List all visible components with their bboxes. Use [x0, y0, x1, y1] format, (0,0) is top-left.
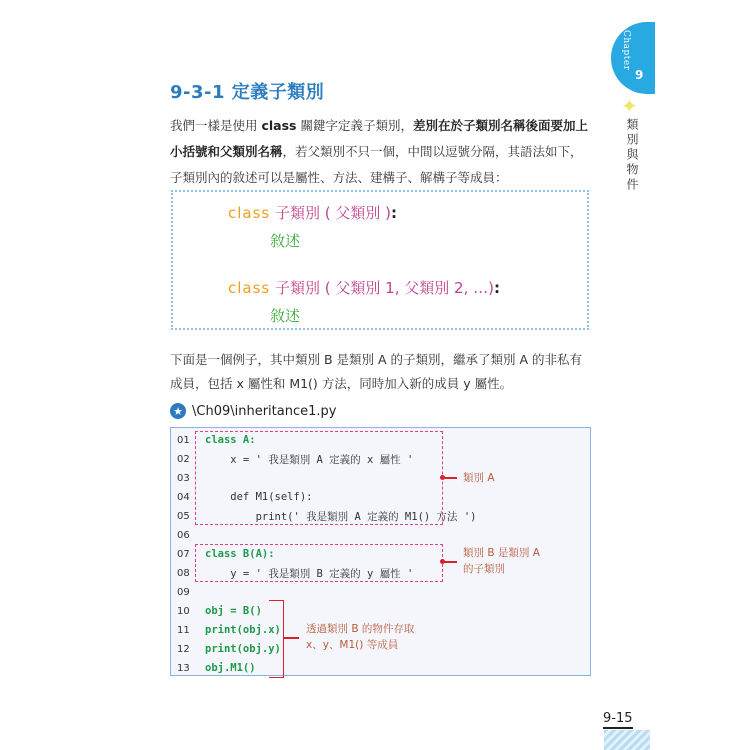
line-number: 11 [177, 624, 190, 636]
code-text: class B(A): [205, 548, 275, 560]
intro-emphasis: 小括號和父類別名稱 [170, 144, 283, 159]
code-text: obj = B() [205, 605, 262, 617]
code-text: print(' 我是類別 A 定義的 M1() 方法 ') [205, 510, 477, 523]
syntax-class-decl: 子類別 ( 父類別 ) [270, 204, 392, 222]
sparkle-icon: ✦ [621, 94, 638, 118]
intro-line-2 [170, 139, 583, 165]
file-path: \Ch09\inheritance1.py [192, 403, 337, 419]
annotation-class-b [463, 545, 540, 577]
keyword-class: class [261, 118, 297, 133]
chapter-title: 類別與物件 [625, 118, 639, 193]
line-number: 10 [177, 605, 190, 617]
annotation-line [443, 477, 457, 479]
syntax-keyword: class [228, 204, 271, 222]
code-text: print(obj.x) [205, 624, 281, 636]
annotation-line [443, 561, 457, 563]
access-bracket [269, 600, 284, 678]
code-line [177, 526, 205, 544]
line-number: 02 [177, 453, 190, 465]
annotation-line [283, 637, 299, 639]
section-title: 9-3-1 定義子類別 [170, 82, 325, 103]
line-number: 06 [177, 529, 190, 541]
line-number: 03 [177, 472, 190, 484]
syntax-keyword: class [228, 279, 271, 297]
syntax-colon: : [391, 204, 398, 222]
code-text: x = ' 我是類別 A 定義的 x 屬性 ' [205, 453, 414, 466]
code-text: def M1(self): [205, 491, 313, 503]
intro-emphasis: 差別在於子類別名稱後面要加上 [412, 118, 588, 133]
syntax-box [171, 190, 589, 330]
code-line [177, 621, 281, 639]
intro-line-3: 子類別內的敘述可以是屬性、方法、建構子、解構子等成員： [170, 170, 508, 185]
class-a-highlight [195, 431, 443, 525]
code-line [177, 602, 262, 620]
chapter-tab [611, 22, 655, 94]
class-b-highlight [195, 544, 443, 582]
decorative-stripes [604, 730, 650, 750]
annotation-text: 類別 B 是類別 A [463, 547, 540, 559]
annotation-text: 的子類別 [463, 563, 505, 575]
line-number: 13 [177, 662, 190, 674]
annotation-access [306, 621, 414, 653]
code-listing [170, 427, 591, 676]
line-number: 01 [177, 434, 190, 446]
annotation-text: 透過類別 B 的物件存取 [306, 623, 415, 635]
chapter-word: Chapter [621, 30, 631, 71]
code-text: obj.M1() [205, 662, 256, 674]
example-line-1: 下面是一個例子，其中類別 B 是類別 A 的子類別，繼承了類別 A 的非私有 [170, 352, 583, 367]
syntax-body-2: 敘述 [270, 307, 301, 325]
intro-text: 關鍵字定義子類別， [296, 118, 413, 133]
syntax-colon: : [493, 279, 500, 297]
code-line [177, 659, 256, 677]
intro-text: 我們一樣是使用 [170, 118, 262, 133]
code-line [177, 640, 281, 658]
syntax-class-decl: 子類別 ( 父類別 1, 父類別 2, …) [270, 279, 494, 297]
line-number: 09 [177, 586, 190, 598]
line-number: 04 [177, 491, 190, 503]
example-line-2: 成員，包括 x 屬性和 M1() 方法，同時加入新的成員 y 屬性。 [170, 376, 513, 391]
syntax-line-2 [228, 277, 500, 298]
syntax-line-1 [228, 202, 397, 223]
intro-line-1 [170, 113, 588, 139]
page-number: 9-15 [603, 711, 633, 729]
code-line [177, 583, 205, 601]
line-number: 12 [177, 643, 190, 655]
star-circle-icon: ★ [170, 403, 186, 419]
annotation-class-a: 類別 A [463, 472, 495, 484]
chapter-number: 9 [635, 68, 644, 82]
intro-text: ，若父類別不只一個，中間以逗號分隔，其語法如下， [282, 144, 583, 159]
annotation-text: x、y、M1() 等成員 [306, 639, 399, 651]
code-text: class A: [205, 434, 256, 446]
code-text: y = ' 我是類別 B 定義的 y 屬性 ' [205, 567, 414, 580]
file-label [170, 403, 336, 419]
code-text: print(obj.y) [205, 643, 281, 655]
syntax-body-1: 敘述 [270, 232, 301, 250]
line-number: 08 [177, 567, 190, 579]
line-number: 07 [177, 548, 190, 560]
line-number: 05 [177, 510, 190, 522]
